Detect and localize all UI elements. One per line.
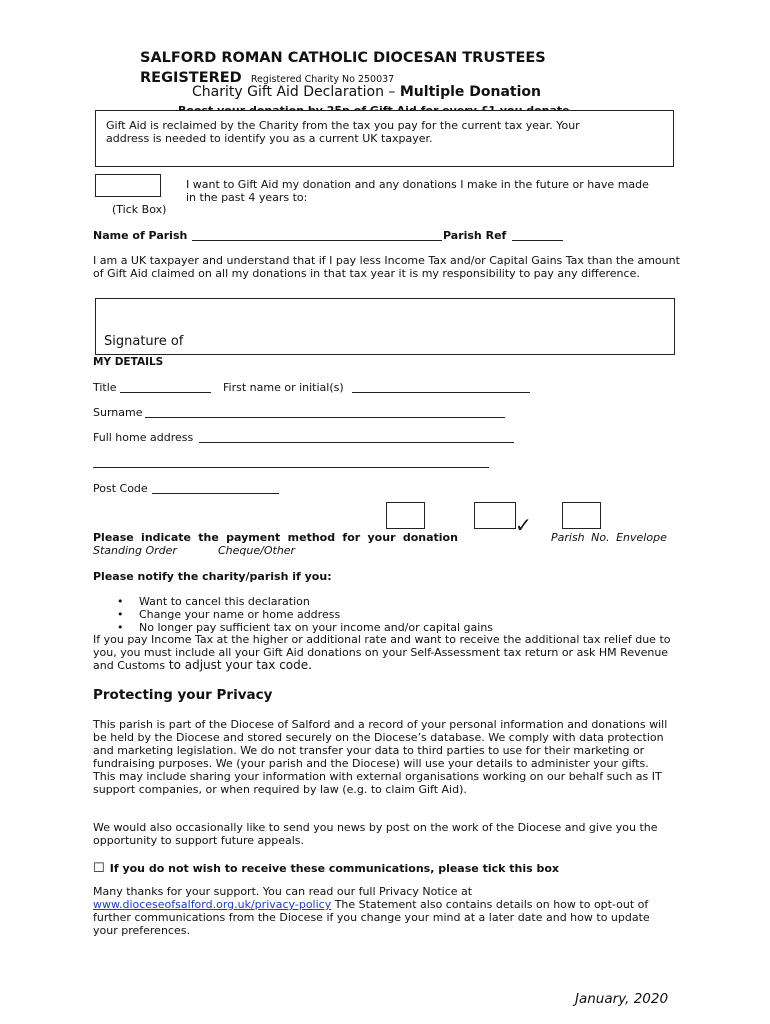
- notify-bullet-2: [117, 608, 340, 621]
- my-details-heading: MY DETAILS: [93, 356, 164, 368]
- title-label: Title: [93, 381, 117, 394]
- thanks-prefix: Many thanks for your support. You can read our full Privacy Notice at: [93, 885, 473, 898]
- higher-rate-text: [93, 633, 683, 672]
- name-of-parish-label: Name of Parish: [93, 229, 188, 242]
- opt-out-checkbox[interactable]: ☐: [93, 861, 105, 876]
- cheque-other-label: Cheque/Other: [218, 544, 296, 557]
- gift-aid-tick-box[interactable]: [95, 174, 161, 197]
- postcode-label: Post Code: [93, 482, 148, 495]
- title-part2: Multiple Donation: [399, 84, 541, 100]
- title-field[interactable]: [120, 392, 211, 393]
- thanks-suffix: The Statement also contains details on how to opt-out of further communications from the Diocese if you change your mind at a later date and how to update your preferences.: [93, 898, 650, 937]
- registered-label: REGISTERED: [140, 70, 242, 86]
- bullet-icon: •: [117, 608, 124, 621]
- gift-aid-statement: I want to Gift Aid my donation and any donations I make in the future or have made in the past 4 years to:: [186, 178, 649, 204]
- signature-label: Signature of: [104, 334, 184, 349]
- surname-field[interactable]: [145, 417, 505, 418]
- notify-item-2: Change your name or home address: [139, 608, 341, 621]
- info-box: [95, 110, 674, 167]
- opt-out-label: If you do not wish to receive these communications, please tick this box: [109, 862, 560, 875]
- privacy-paragraph-1: This parish is part of the Diocese of Salford and a record of your personal information and donations will be held by the Diocese and stored securely on the Diocese’s database. We comply with data protection and marketing legislation. We do not transfer your data to third parties to use for their marketing or fundraising purposes. We (your parish and the Diocese) will use your details to administer your gifts. This may include sharing your information with external organisations working on our behalf such as IT support companies, or when required by law (e.g. to claim Gift Aid).: [93, 718, 668, 796]
- envelope-option-label: Parish No. Envelope: [551, 531, 667, 544]
- privacy-paragraph-2: We would also occasionally like to send you news by post on the work of the Diocese and give you the opportunity to support future appeals.: [93, 821, 658, 847]
- opt-out-row: [93, 857, 559, 876]
- taxpayer-declaration: I am a UK taxpayer and understand that if I pay less Income Tax and/or Capital Gains Tax than the amount of Gift Aid claimed on all my donations in that tax year it is my responsibility to pay any difference.: [93, 254, 680, 280]
- privacy-heading: Protecting your Privacy: [93, 687, 273, 703]
- org-name-line1: SALFORD ROMAN CATHOLIC DIOCESAN TRUSTEES: [140, 50, 546, 66]
- first-name-label: First name or initial(s): [223, 381, 344, 394]
- document-title: [192, 84, 541, 101]
- higher-rate-body: If you pay Income Tax at the higher or additional rate and want to receive the additional tax relief due to you, you must include all your Gift Aid donations on your Self-Assessment tax return or ask HM Revenue and Customs: [93, 633, 671, 672]
- postcode-field[interactable]: [152, 493, 279, 494]
- parish-ref-field[interactable]: [512, 240, 563, 241]
- tick-box-label: (Tick Box): [112, 203, 167, 216]
- address-field-line2[interactable]: [93, 467, 489, 468]
- surname-label: Surname: [93, 406, 143, 419]
- standing-order-checkbox[interactable]: [386, 502, 425, 529]
- bullet-icon: •: [117, 621, 124, 634]
- envelope-checkbox[interactable]: [562, 502, 601, 529]
- privacy-policy-link[interactable]: www.dioceseofsalford.org.uk/privacy-policy: [93, 898, 332, 911]
- signature-box[interactable]: [95, 298, 675, 355]
- notify-heading: Please notify the charity/parish if you:: [93, 570, 332, 583]
- parish-ref-label: Parish Ref: [443, 229, 507, 242]
- info-box-text: Gift Aid is reclaimed by the Charity from the tax you pay for the current tax year. Your address is needed to identify you as a current UK taxpayer.: [106, 119, 580, 145]
- bullet-icon: •: [117, 595, 124, 608]
- notify-bullet-1: [117, 595, 310, 608]
- footer-date: January, 2020: [575, 991, 669, 1007]
- title-part1: Charity Gift Aid Declaration –: [192, 84, 400, 100]
- name-of-parish-field[interactable]: [192, 240, 442, 241]
- standing-order-label: Standing Order: [93, 544, 177, 557]
- payment-method-prompt: Please indicate the payment method for your donation: [93, 531, 458, 544]
- notify-item-3: No longer pay sufficient tax on your income and/or capital gains: [139, 621, 494, 634]
- first-name-field[interactable]: [352, 392, 530, 393]
- charity-number: Registered Charity No 250037: [250, 74, 395, 85]
- notify-item-1: Want to cancel this declaration: [139, 595, 310, 608]
- address-label: Full home address: [93, 431, 194, 444]
- privacy-notice-text: [93, 885, 673, 937]
- address-field-line1[interactable]: [199, 442, 514, 443]
- check-mark-icon: ✓: [515, 513, 532, 537]
- higher-rate-tail: to adjust your tax code.: [165, 658, 312, 672]
- cheque-other-checkbox[interactable]: [474, 502, 516, 529]
